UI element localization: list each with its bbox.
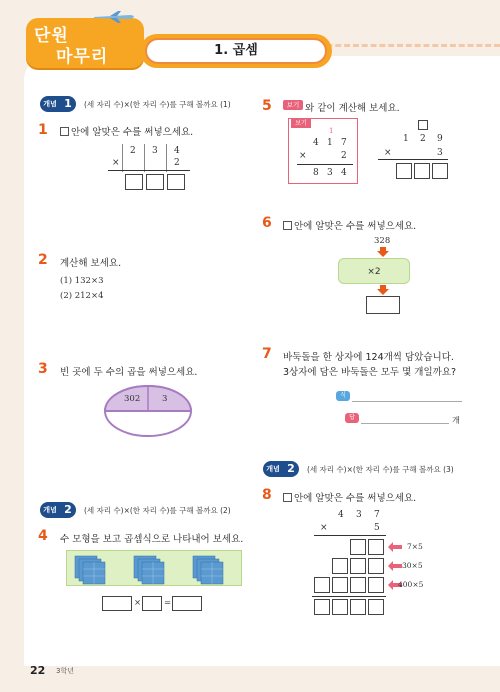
answer-box[interactable]: [314, 577, 330, 593]
example-result: 4: [341, 168, 347, 178]
arrow-down-icon: [377, 285, 389, 295]
q4-equals-sign: =: [164, 598, 172, 608]
question-number-1: 1: [38, 122, 48, 138]
concept-tag: 개념: [40, 502, 60, 518]
prob-top: 1: [403, 134, 409, 144]
answer-box[interactable]: [368, 599, 384, 615]
answer-box[interactable]: [414, 163, 430, 179]
answer-box[interactable]: [350, 599, 366, 615]
q3-left-value: 302: [124, 394, 141, 404]
concept-tag: 개념: [263, 461, 283, 477]
example-box: [288, 118, 358, 184]
q8-hint: 30×5: [402, 561, 423, 570]
answer-box[interactable]: [167, 174, 185, 190]
q2-item-2: (2) 212×4: [60, 291, 104, 301]
answer-box[interactable]: [102, 596, 132, 611]
answer-box[interactable]: [172, 596, 202, 611]
answer-box[interactable]: [368, 577, 384, 593]
question-text-1: [60, 124, 193, 138]
answer-label: 답: [345, 413, 359, 423]
q1-top-digit: 2: [130, 146, 136, 156]
arrow-left-icon: [388, 542, 402, 552]
formula-label: 식: [336, 391, 350, 401]
example-result: 3: [327, 168, 333, 178]
question-text-7-line2: 3상자에 담은 바둑돌은 모두 몇 개일까요?: [283, 367, 457, 378]
q6-text: 안에 알맞은 수를 써넣으세요.: [294, 221, 417, 232]
q6-machine: ×2: [338, 258, 410, 284]
blank-square-icon: [283, 221, 292, 230]
arrow-left-icon: [388, 561, 402, 571]
answer-box[interactable]: [142, 596, 162, 611]
q3-answer-area[interactable]: [126, 415, 170, 427]
q8-times: ×: [320, 523, 328, 533]
question-text-6: [283, 218, 416, 232]
example-top: 4: [313, 138, 319, 148]
prob-times: ×: [384, 148, 392, 158]
q8-hint: 400×5: [398, 580, 424, 589]
question-number-4: 4: [38, 528, 48, 544]
unit-review-badge: [26, 18, 144, 68]
answer-box[interactable]: [366, 296, 400, 314]
question-number-5: 5: [262, 98, 272, 114]
q1-top-digit: 4: [174, 146, 180, 156]
concept-number: 2: [283, 461, 299, 477]
page-number: 22: [30, 664, 46, 677]
question-text-7-line1: 바둑돌을 한 상자에 124개씩 담았습니다.: [283, 352, 454, 363]
grade-label: 3학년: [56, 667, 74, 675]
q3-right-value: 3: [162, 394, 168, 404]
answer-box[interactable]: [125, 174, 143, 190]
question-number-3: 3: [38, 361, 48, 377]
prob-mult: 3: [437, 148, 443, 158]
answer-line[interactable]: [361, 423, 449, 424]
example-top: 1: [327, 138, 333, 148]
concept-text: (세 자리 수)×(한 자리 수)를 구해 볼까요 (1): [84, 99, 231, 109]
answer-box[interactable]: [432, 163, 448, 179]
answer-unit: 개: [452, 416, 460, 425]
example-tag: 보기: [283, 100, 303, 110]
example-mult: 2: [341, 151, 347, 161]
example-top: 7: [341, 138, 347, 148]
concept-number: 1: [60, 96, 76, 112]
arrow-down-icon: [377, 247, 389, 257]
q1-times-sign: ×: [112, 158, 120, 168]
question-number-8: 8: [262, 487, 272, 503]
example-times: ×: [299, 151, 307, 161]
answer-box[interactable]: [350, 577, 366, 593]
question-text-4: 수 모형을 보고 곱셈식으로 나타내어 보세요.: [60, 534, 244, 545]
answer-box[interactable]: [332, 599, 348, 615]
answer-box[interactable]: [146, 174, 164, 190]
chapter-title: 1. 곱셈: [145, 38, 327, 64]
answer-box[interactable]: [396, 163, 412, 179]
question-number-6: 6: [262, 215, 272, 231]
concept-label-2: [40, 502, 231, 518]
concept-text: (세 자리 수)×(한 자리 수)를 구해 볼까요 (3): [307, 464, 454, 474]
q8-top: 3: [356, 510, 362, 520]
q4-times-sign: ×: [134, 598, 142, 608]
q3-oval-diagram: [103, 384, 193, 438]
q8-mult: 5: [374, 523, 380, 533]
answer-box[interactable]: [368, 539, 384, 555]
concept-label-2b: [263, 461, 454, 477]
q1-multiplier: 2: [174, 158, 180, 168]
example-box-tag: 보기: [291, 119, 311, 128]
q1-top-digit: 3: [152, 146, 158, 156]
q8-hint: 7×5: [407, 542, 423, 551]
formula-line[interactable]: [352, 401, 462, 402]
answer-box[interactable]: [314, 599, 330, 615]
prob-top: 9: [437, 134, 443, 144]
answer-box[interactable]: [332, 577, 348, 593]
question-number-2: 2: [38, 252, 48, 268]
q1-text: 안에 알맞은 수를 써넣으세요.: [71, 127, 194, 138]
prob-top: 2: [420, 134, 426, 144]
concept-tag: 개념: [40, 96, 60, 112]
blank-square-icon: [60, 127, 69, 136]
answer-box[interactable]: [350, 558, 366, 574]
q6-input: 328: [374, 236, 391, 246]
answer-box[interactable]: [368, 558, 384, 574]
question-number-7: 7: [262, 346, 272, 362]
question-text-3: 빈 곳에 두 수의 곱을 써넣으세요.: [60, 367, 198, 378]
question-text-5: 와 같이 계산해 보세요.: [305, 103, 400, 114]
example-result: 8: [313, 168, 319, 178]
badge-line1: 단원: [34, 26, 69, 46]
q8-text: 안에 알맞은 수를 써넣으세요.: [294, 493, 417, 504]
q8-top: 7: [374, 510, 380, 520]
q2-item-1: (1) 132×3: [60, 276, 104, 286]
answer-box[interactable]: [332, 558, 348, 574]
concept-label-1: [40, 96, 231, 112]
concept-text: (세 자리 수)×(한 자리 수)를 구해 볼까요 (2): [84, 505, 231, 515]
question-text-2: 계산해 보세요.: [60, 258, 122, 269]
blank-square-icon: [283, 493, 292, 502]
carry-digit: 1: [329, 127, 334, 135]
hundred-block-icon: [67, 551, 243, 587]
q4-block-model: [66, 550, 242, 586]
concept-number: 2: [60, 502, 76, 518]
answer-box[interactable]: [350, 539, 366, 555]
carry-box[interactable]: [418, 120, 428, 130]
question-text-8: [283, 490, 416, 504]
badge-line2: 마무리: [56, 47, 109, 67]
airplane-icon: [92, 10, 140, 24]
q8-top: 4: [338, 510, 344, 520]
